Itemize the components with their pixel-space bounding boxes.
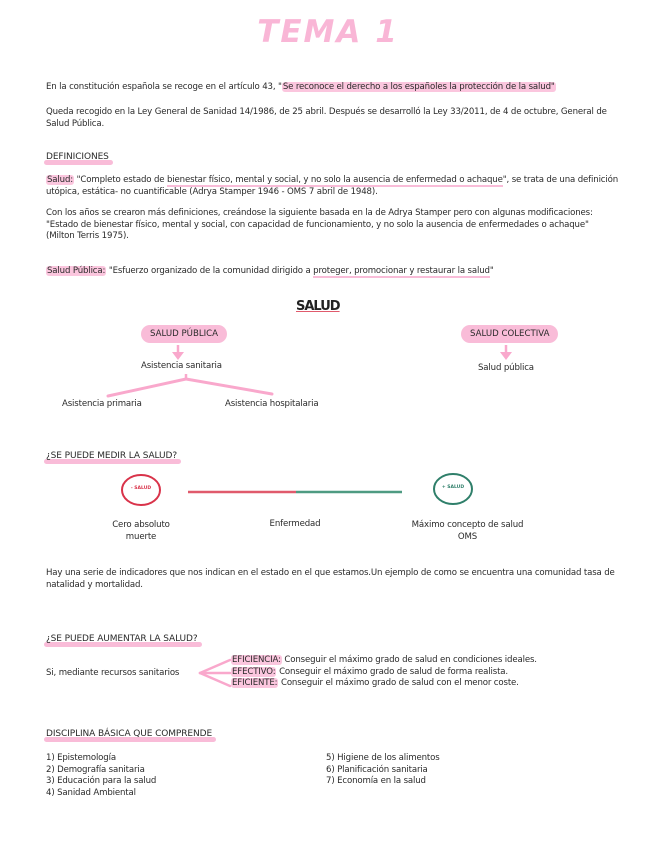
diagram-asistencia-primaria: Asistencia primaria <box>62 399 142 409</box>
pill-salud-publica: SALUD PÚBLICA <box>141 325 227 343</box>
list-item: 3) Educación para la salud <box>46 776 157 786</box>
section-heading-definiciones <box>46 152 109 162</box>
salud-publica-definition <box>46 266 616 278</box>
scale-middle-label: Enfermedad <box>269 519 321 529</box>
aumentar-term: EFICIENCIA: <box>232 655 281 665</box>
diagram-asistencia-hospitalaria: Asistencia hospitalaria <box>225 399 319 409</box>
aumentar-item <box>231 655 631 667</box>
list-item: 1) Epistemología <box>46 753 116 763</box>
salud-publica-label: Salud Pública: <box>47 266 106 276</box>
intro-paragraph-1 <box>46 82 616 94</box>
list-item: 2) Demografía sanitaria <box>46 764 145 775</box>
aumentar-list <box>231 655 631 690</box>
aumentar-item <box>231 678 631 690</box>
aumentar-item <box>231 667 631 679</box>
plus-salud-label: + SALUD <box>441 485 465 490</box>
salud-definition <box>46 175 620 198</box>
section-heading-text: ¿SE PUEDE MEDIR LA SALUD? <box>46 451 178 461</box>
disciplina-list-left <box>46 753 296 799</box>
pill-salud-colectiva: SALUD COLECTIVA <box>461 325 558 343</box>
section-heading-text: DISCIPLINA BÁSICA QUE COMPRENDE <box>46 729 213 739</box>
section-heading-aumentar <box>46 634 198 644</box>
diagram-salud-publica: Salud pública <box>478 363 534 373</box>
aumentar-brace <box>196 655 232 691</box>
indicators-paragraph: Hay una serie de indicadores que nos indican en el estado en el que estamos.Un ejemplo de como se encuentra una comunidad tasa de natalidad y mortalidad. <box>46 568 615 590</box>
disciplina-list-right <box>326 753 576 788</box>
page-title: TEMA 1 <box>257 14 399 50</box>
section-heading-medir <box>46 451 177 461</box>
scale-left-label: Cero absoluto muerte <box>112 520 170 542</box>
list-item: 5) Higiene de los alimentos <box>326 753 440 763</box>
aumentar-text: Conseguir el máximo grado de salud con el menor coste. <box>278 678 519 688</box>
aumentar-term: EFECTIVO: <box>232 666 276 677</box>
salud-text-1: "Completo estado de <box>74 175 167 185</box>
scale-right-label: Máximo concepto de salud OMS <box>411 520 524 542</box>
salud-text-2: ", se trata de una definición utópica, estática- no cuantificable (Adrya Stamper 1946 - OMS 7 abril de 1948). <box>46 175 619 197</box>
list-item: 4) Sanidad Ambiental <box>46 787 136 798</box>
minus-salud-label: - SALUD <box>130 486 152 491</box>
salud-underlined: bienestar físico, mental y social, y no solo la ausencia de enfermedad o achaque <box>167 175 503 185</box>
salud-publica-text-2: " <box>489 266 494 276</box>
salud-publica-underlined: proteger, promocionar y restaurar la salud <box>313 266 490 276</box>
salud-publica-text-1: "Esfuerzo organizado de la comunidad dirigido a <box>106 266 314 276</box>
aumentar-lead: Si, mediante recursos sanitarios <box>46 668 180 678</box>
salud-label: Salud: <box>47 175 74 185</box>
intro-highlight: Se reconoce el derecho a los españoles la protección de la salud" <box>282 82 555 92</box>
list-item: 7) Economía en la salud <box>326 776 426 786</box>
aumentar-text: Conseguir el máximo grado de salud en condiciones ideales. <box>281 655 537 665</box>
intro-text: En la constitución española se recoge en el artículo 43, " <box>46 82 282 92</box>
aumentar-text: Conseguir el máximo grado de salud de forma realista. <box>276 666 508 677</box>
diagram-asistencia-sanitaria: Asistencia sanitaria <box>141 361 222 371</box>
section-heading-text: ¿SE PUEDE AUMENTAR LA SALUD? <box>46 634 198 644</box>
health-scale <box>0 470 656 515</box>
diagram-root: SALUD <box>296 299 340 314</box>
section-heading-disciplina <box>46 729 212 739</box>
intro-paragraph-2: Queda recogido en la Ley General de Sanidad 14/1986, de 25 abril. Después se desarrolló la Ley 33/2011, de 4 de octubre, General de Salud Pública. <box>46 107 607 129</box>
section-heading-text: DEFINICIONES <box>46 152 109 162</box>
aumentar-term: EFICIENTE: <box>232 678 278 688</box>
later-definitions: Con los años se crearon más definiciones, creándose la siguiente basada en la de Adrya Stamper pero con algunas modificaciones: "Estado de bienestar físico, mental y social, con capacidad de funcionamiento, y no solo la ausencia de enfermedades o achaque"(Milton Terris 1975). <box>46 208 593 241</box>
list-item: 6) Planificación sanitaria <box>326 764 428 775</box>
